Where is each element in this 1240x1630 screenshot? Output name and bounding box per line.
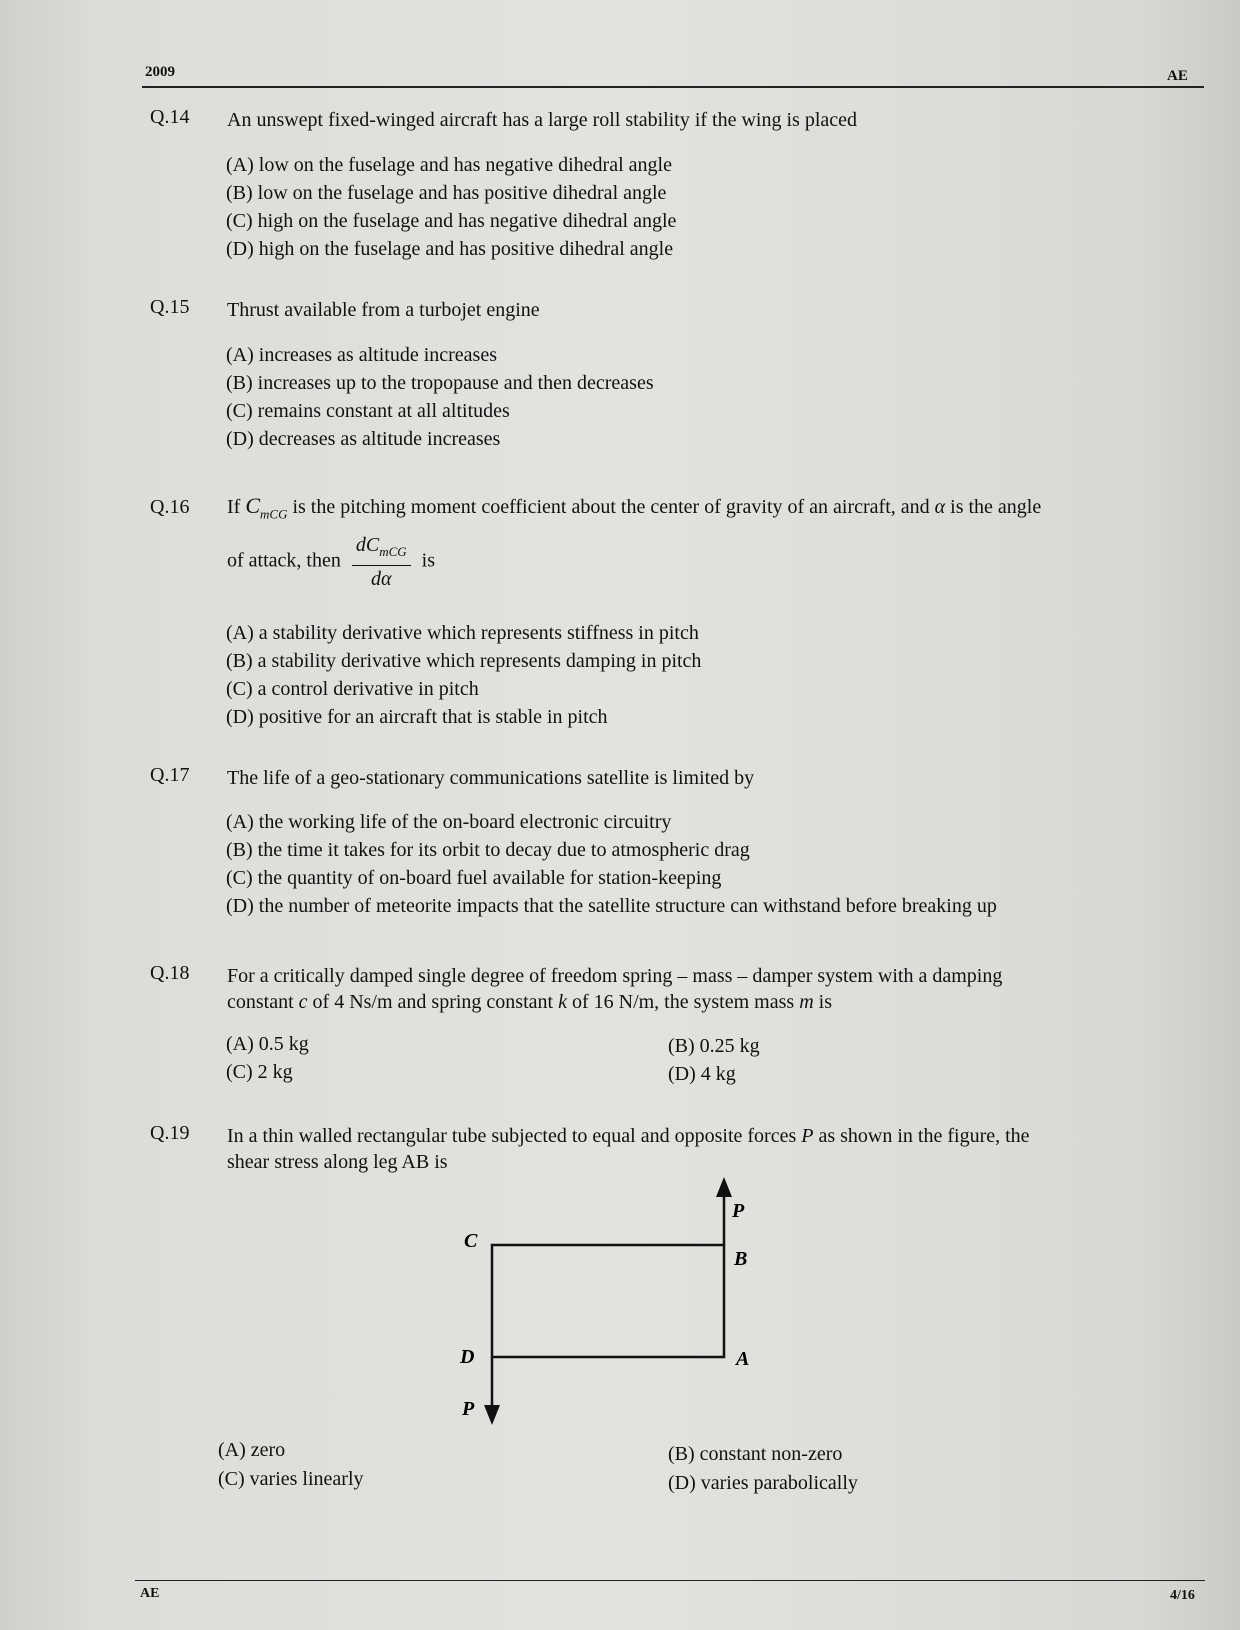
label-p-top: P <box>732 1200 745 1222</box>
numerator-subscript: mCG <box>379 544 407 559</box>
stem-text: as shown in the figure, the <box>818 1125 1030 1147</box>
cm-subscript: mCG <box>260 506 288 522</box>
cm-symbol <box>245 493 288 522</box>
stem-text: of 16 N/m, the system mass <box>571 991 795 1013</box>
option-a: (A) increases as altitude increases <box>226 344 497 366</box>
option-c: (C) the quantity of on-board fuel available for station-keeping <box>226 867 722 889</box>
option-c: (C) a control derivative in pitch <box>226 678 479 700</box>
option-c: (C) 2 kg <box>226 1061 293 1083</box>
rectangular-tube-figure <box>450 1175 780 1435</box>
option-d: (D) high on the fuselage and has positive dihedral angle <box>226 238 674 260</box>
option-c: (C) high on the fuselage and has negative dihedral angle <box>226 210 677 232</box>
question-stem-line2 <box>227 532 435 592</box>
option-d: (D) decreases as altitude increases <box>226 428 501 450</box>
fraction-numerator <box>352 532 411 566</box>
fraction-denominator: dα <box>370 568 392 590</box>
question-stem: The life of a geo-stationary communications satellite is limited by <box>227 767 755 789</box>
force-arrow-down-head <box>484 1405 500 1425</box>
option-b: (B) low on the fuselage and has positive dihedral angle <box>226 182 667 204</box>
option-a: (A) 0.5 kg <box>226 1033 309 1055</box>
stem-text: is <box>421 549 435 572</box>
stem-text: of attack, then <box>227 549 341 572</box>
option-d: (D) positive for an aircraft that is stable in pitch <box>226 706 608 728</box>
header-year: 2009 <box>145 64 175 80</box>
header-paper-code: AE <box>1167 68 1188 84</box>
question-number: Q.14 <box>150 106 190 128</box>
question-number: Q.18 <box>150 962 190 984</box>
option-b: (B) constant non-zero <box>668 1443 843 1465</box>
stem-text: of 4 Ns/m and spring constant <box>312 991 554 1013</box>
option-a: (A) low on the fuselage and has negative dihedral angle <box>226 154 672 176</box>
question-number: Q.15 <box>150 296 190 318</box>
label-p-bottom: P <box>462 1398 475 1420</box>
label-b: B <box>734 1248 748 1270</box>
option-d: (D) the number of meteorite impacts that the satellite structure can withstand before breaking up <box>226 895 997 917</box>
question-stem: Thrust available from a turbojet engine <box>227 299 540 321</box>
option-d: (D) varies parabolically <box>668 1472 858 1494</box>
tube-outline <box>492 1245 724 1357</box>
option-b: (B) a stability derivative which represents damping in pitch <box>226 650 702 672</box>
option-b: (B) 0.25 kg <box>668 1035 760 1057</box>
damping-symbol: c <box>298 991 308 1013</box>
option-b: (B) increases up to the tropopause and then decreases <box>226 372 654 394</box>
question-stem: For a critically damped single degree of freedom spring – mass – damper system with a damping <box>227 965 1003 987</box>
label-d: D <box>460 1346 475 1368</box>
question-stem <box>227 1122 1030 1150</box>
cm-letter: C <box>245 493 261 518</box>
stem-text: constant <box>227 991 294 1013</box>
stem-text: If <box>227 496 241 518</box>
footer-paper-code: AE <box>140 1586 160 1601</box>
option-c: (C) remains constant at all altitudes <box>226 400 510 422</box>
question-number: Q.16 <box>150 496 190 518</box>
option-d: (D) 4 kg <box>668 1063 736 1085</box>
header-rule <box>142 86 1204 88</box>
question-stem-line2: shear stress along leg AB is <box>227 1151 448 1173</box>
label-a: A <box>736 1348 750 1370</box>
question-number: Q.19 <box>150 1122 190 1144</box>
stiffness-symbol: k <box>558 991 567 1013</box>
option-a: (A) the working life of the on-board electronic circuitry <box>226 811 672 833</box>
stem-text: is the pitching moment coefficient about the center of gravity of an aircraft, and <box>292 496 930 518</box>
force-symbol: P <box>801 1125 814 1147</box>
option-a: (A) zero <box>218 1439 286 1461</box>
question-stem: An unswept fixed-winged aircraft has a large roll stability if the wing is placed <box>227 109 857 131</box>
question-stem <box>227 492 1041 528</box>
alpha-symbol: α <box>934 496 946 518</box>
footer-rule <box>135 1580 1205 1581</box>
option-a: (A) a stability derivative which represents stiffness in pitch <box>226 622 699 644</box>
mass-symbol: m <box>799 991 814 1013</box>
stem-text: In a thin walled rectangular tube subjected to equal and opposite forces <box>227 1125 797 1147</box>
label-c: C <box>464 1230 478 1252</box>
question-stem-line2 <box>227 988 832 1016</box>
question-number: Q.17 <box>150 764 190 786</box>
stem-text: is the angle <box>950 496 1042 518</box>
footer-page-number: 4/16 <box>1170 1588 1195 1603</box>
numerator-text: dC <box>355 534 380 556</box>
derivative-fraction <box>352 532 411 592</box>
option-c: (C) varies linearly <box>218 1468 364 1490</box>
force-arrow-up-head <box>716 1177 732 1197</box>
option-b: (B) the time it takes for its orbit to decay due to atmospheric drag <box>226 839 750 861</box>
stem-text: is <box>818 991 832 1013</box>
